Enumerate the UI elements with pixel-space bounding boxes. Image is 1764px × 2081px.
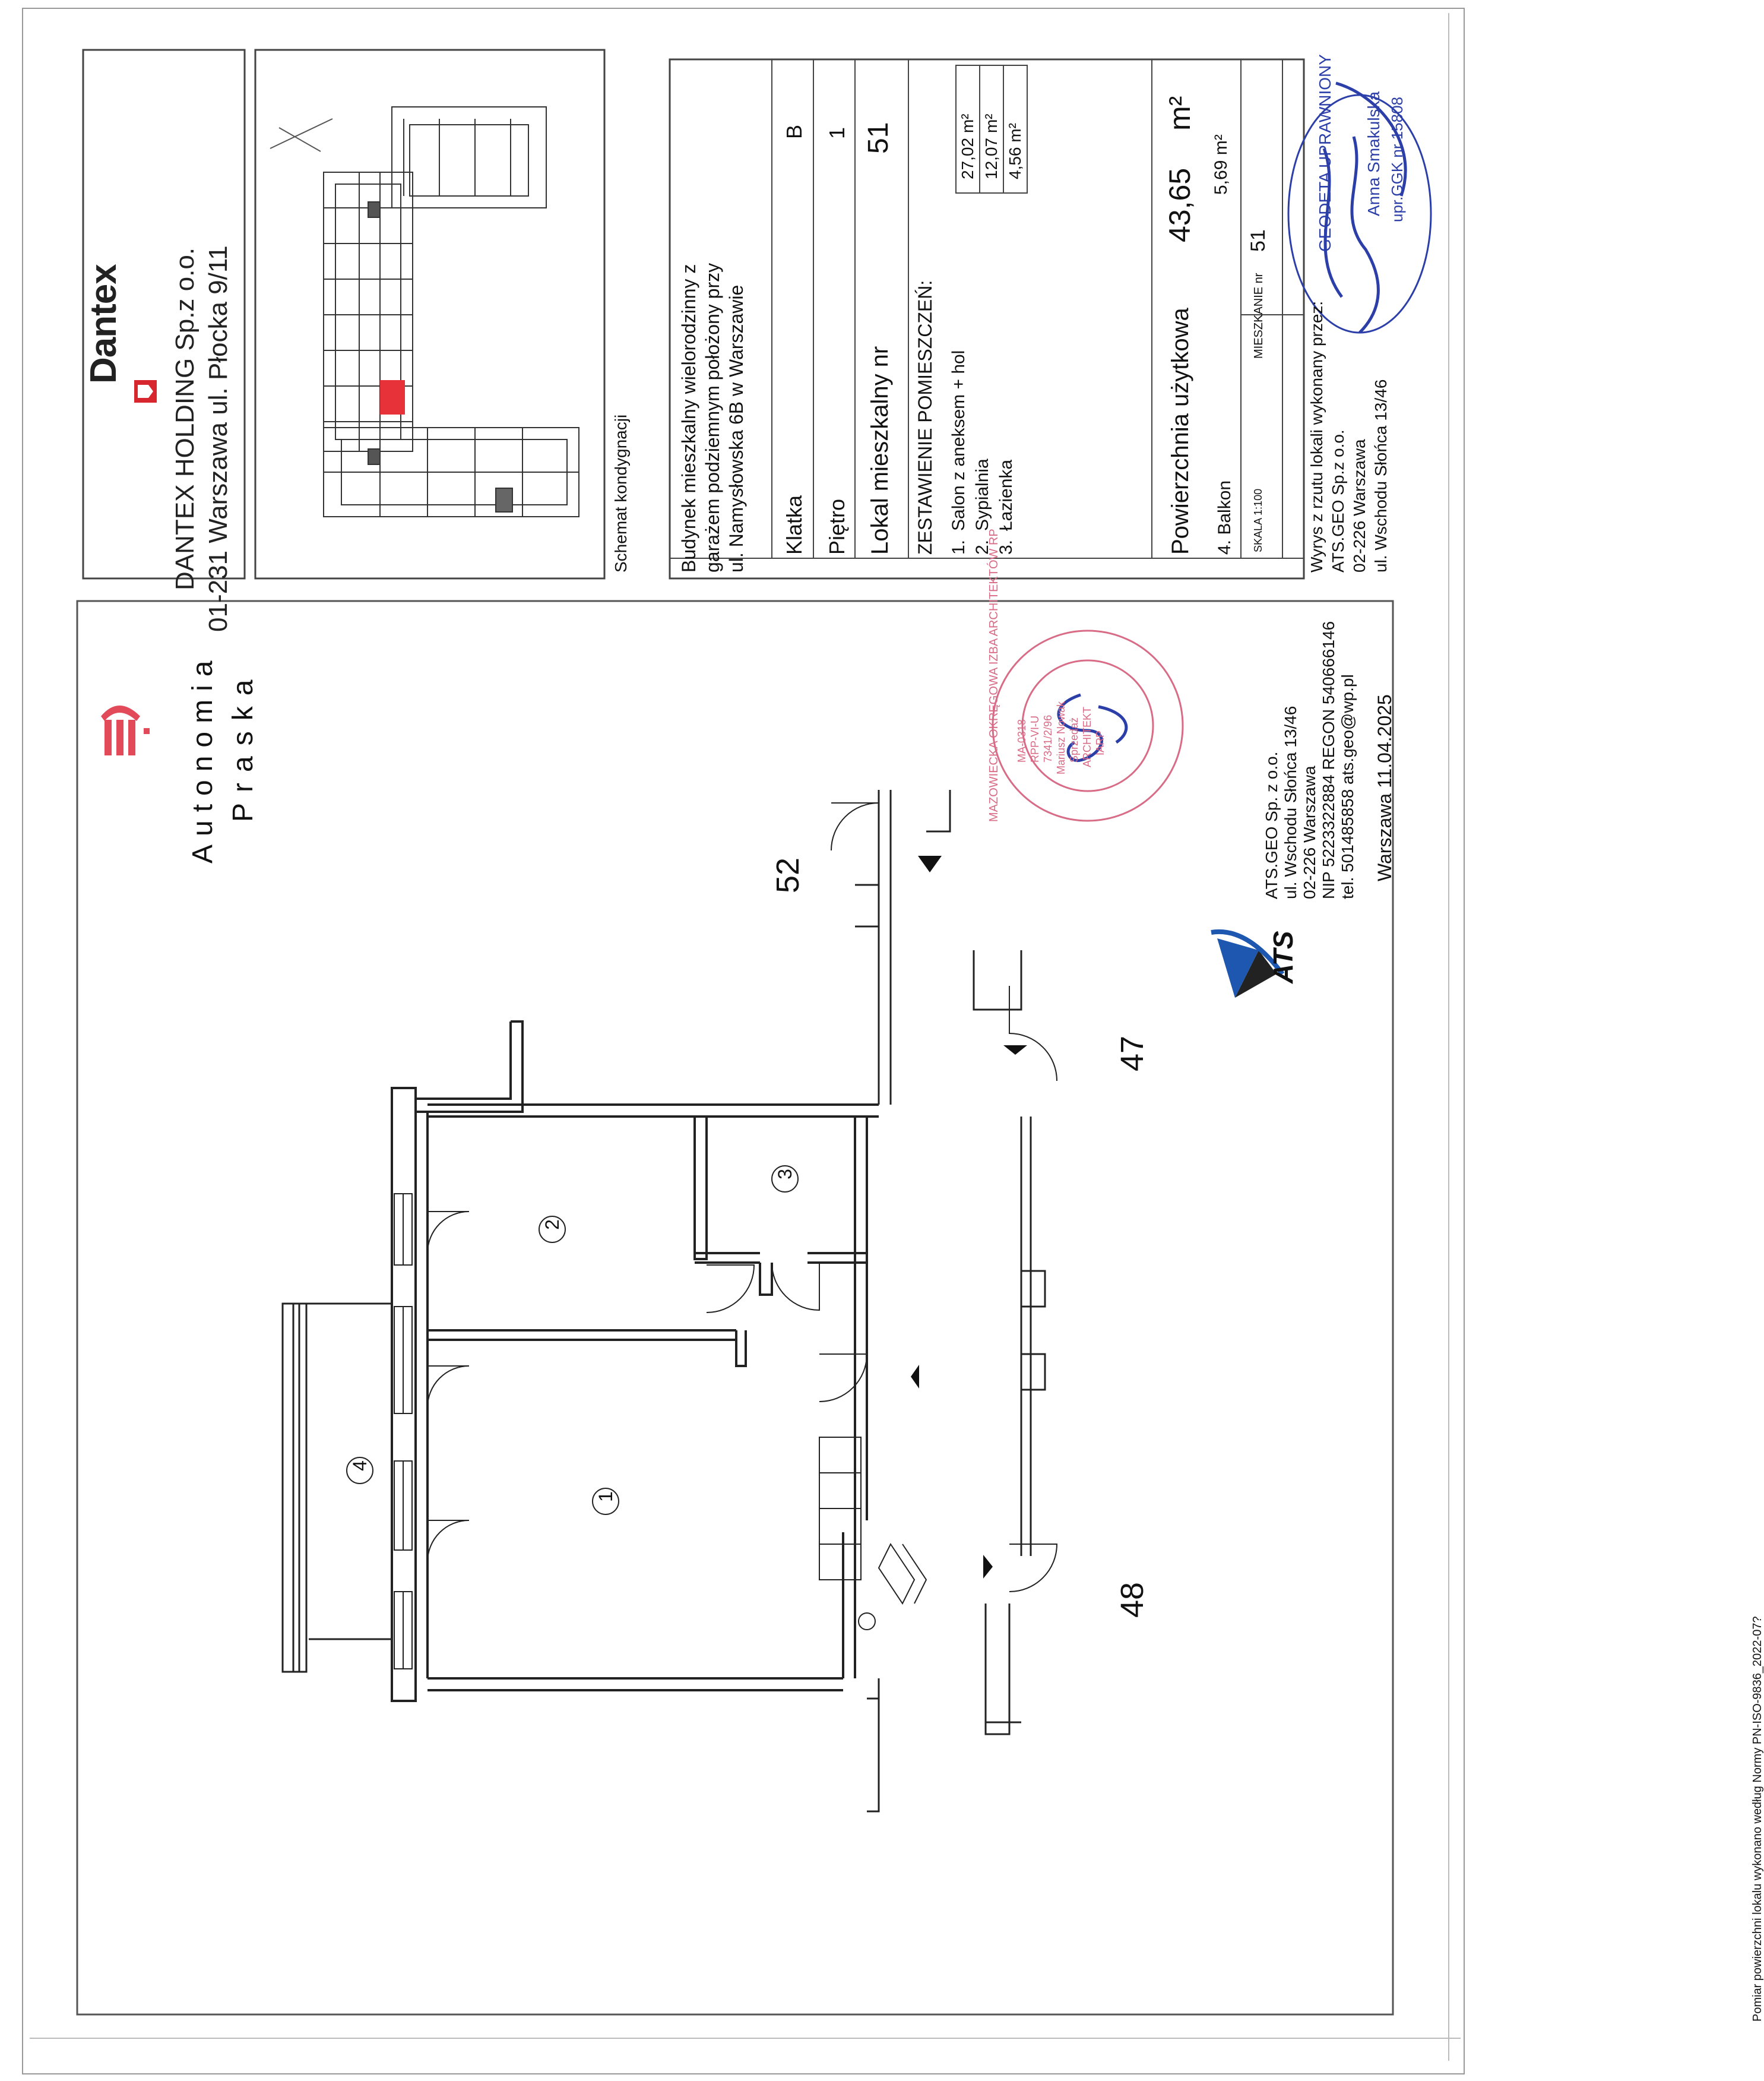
room-3-name: Łazienka — [996, 459, 1016, 531]
ats-logo-text: ATS — [1268, 931, 1299, 983]
stamp-line-7: IARP — [1094, 730, 1106, 755]
room-marker-3: 3 — [774, 1169, 796, 1179]
stamp-line-5: Sprzedaż — [1068, 717, 1080, 763]
surveyor-line-2: ATS.GEO Sp.z o.o. — [1329, 429, 1347, 573]
building-description-3: ul. Namysłowska 6B w Warszawie — [726, 284, 747, 573]
ats-line-1: ATS.GEO Sp. z o.o. — [1262, 751, 1281, 899]
room-2-no: 2. — [973, 539, 992, 555]
ats-line-3: 02-226 Warszawa — [1300, 766, 1319, 899]
surveyor-stamp-licence: upr.GGK nr 15808 — [1388, 96, 1406, 222]
project-name-2: Praska — [227, 669, 259, 822]
room-marker-4: 4 — [349, 1460, 370, 1471]
stamp-line-1: MA-0318 — [1016, 719, 1028, 763]
company-address: 01-231 Warszawa ul. Płocka 9/11 — [204, 245, 233, 632]
floor-label: Piętro — [825, 498, 849, 555]
neighbor-unit-47: 47 — [1114, 1035, 1150, 1071]
project-name-1: Autonomia — [187, 652, 218, 864]
usable-area-value: 43,65 — [1163, 167, 1196, 242]
ats-date: Warszawa 11.04.2025 — [1374, 694, 1395, 881]
balcony-area: 5,69 m² — [1211, 134, 1231, 195]
surveyor-stamp-name: Anna Smakulska — [1364, 91, 1383, 216]
room-1-area: 27,02 m² — [958, 113, 977, 179]
unit-value: 51 — [863, 122, 894, 154]
brand-name: Dantex — [83, 264, 124, 384]
stamp-line-6: ARCHITEKT — [1081, 706, 1093, 767]
room-3-area: 4,56 m² — [1006, 123, 1024, 179]
room-1-no: 1. — [949, 539, 968, 555]
ats-line-2: ul. Wschodu Słońca 13/46 — [1281, 706, 1300, 899]
room-3-no: 3. — [996, 539, 1016, 555]
footer-note: Pomiar powierzchni lokalu wykonano według Normy PN-ISO-9836_2022-07? — [1751, 1616, 1764, 2022]
stamp-line-3: 7341/2/96 — [1042, 714, 1054, 763]
surveyor-line-1: Wyrys z rzutu lokali wykonany przez: — [1307, 301, 1326, 573]
rooms-heading: ZESTAWIENIE POMIESZCZEŃ: — [914, 280, 936, 555]
ats-line-4: NIP 5223322884 REGON 540666146 — [1319, 621, 1338, 899]
staircase-label: Klatka — [782, 495, 806, 555]
room-2-name: Sypialnia — [973, 458, 992, 531]
room-marker-1: 1 — [595, 1491, 616, 1502]
stamp-ring-text: MAZOWIECKA OKRĘGOWA IZBA ARCHITEKTÓW RP — [987, 529, 1000, 822]
key-plan-caption: Schemat kondygnacji — [612, 414, 630, 573]
neighbor-unit-48: 48 — [1114, 1582, 1150, 1618]
surveyor-line-4: ul. Wschodu Słońca 13/46 — [1372, 379, 1390, 573]
stamp-line-4: Mariusz Nowak — [1055, 701, 1067, 774]
stamp-line-2: RPP-VI-U — [1029, 715, 1041, 763]
building-description-2: garażem podziemnym położony przy — [702, 263, 723, 573]
staircase-value: B — [782, 124, 806, 139]
room-marker-2: 2 — [541, 1219, 563, 1230]
usable-area-label: Powierzchnia użytkowa — [1167, 308, 1193, 555]
floor-value: 1 — [825, 126, 849, 139]
unit-label: Lokal mieszkalny nr — [867, 346, 893, 555]
surveyor-line-3: 02-226 Warszawa — [1350, 439, 1369, 573]
apartment-number: 51 — [1247, 229, 1269, 252]
ats-line-5: tel. 501485858 ats.geo@wp.pl — [1338, 674, 1357, 899]
company-name: DANTEX HOLDING Sp.z o.o. — [170, 247, 199, 590]
neighbor-unit-52: 52 — [770, 857, 806, 893]
balcony-label: 4. Balkon — [1215, 480, 1234, 555]
building-description-1: Budynek mieszkalny wielorodzinny z — [678, 264, 699, 573]
scale-label: SKALA 1:100 — [1252, 488, 1264, 552]
surveyor-stamp-title: GEODETA UPRAWNIONY — [1316, 54, 1334, 252]
usable-area-unit: m² — [1163, 96, 1196, 131]
apartment-label: MIESZKANIE nr — [1252, 273, 1265, 359]
room-2-area: 12,07 m² — [982, 113, 1000, 179]
room-1-name: Salon z aneksem + hol — [949, 350, 968, 531]
